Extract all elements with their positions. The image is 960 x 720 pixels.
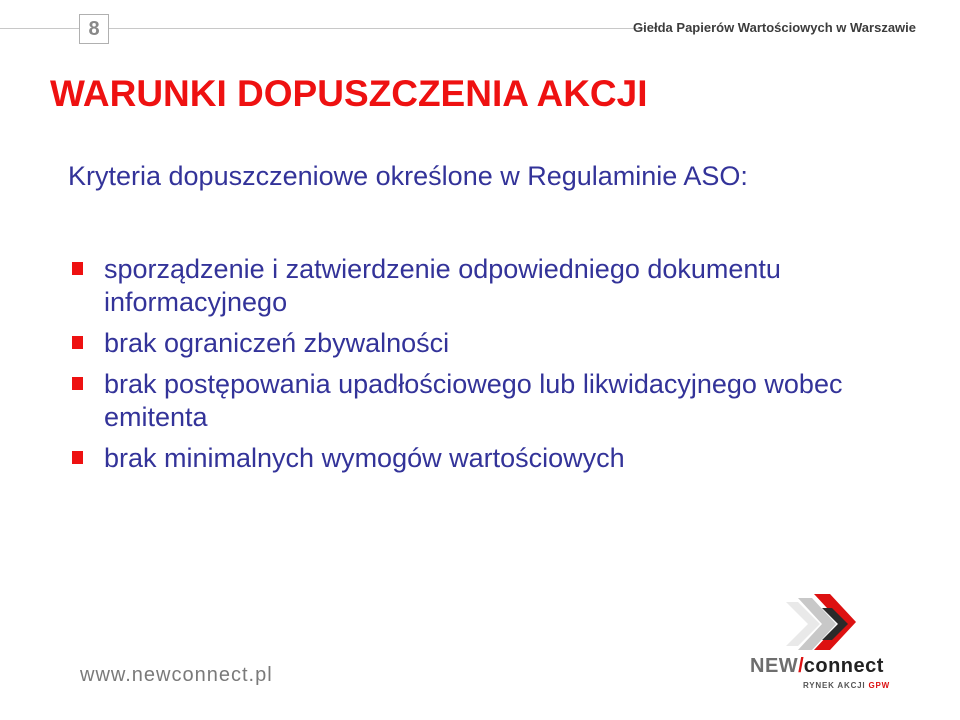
list-item xyxy=(68,327,928,360)
square-bullet-icon xyxy=(72,262,83,275)
square-bullet-icon xyxy=(72,377,83,390)
square-bullet-icon xyxy=(72,451,83,464)
organization-name: Giełda Papierów Wartościowych w Warszawie xyxy=(633,20,916,35)
list-item-text: sporządzenie i zatwierdzenie odpowiedniego dokumentu informacyjnego xyxy=(104,254,781,317)
logo-subtitle-brand: GPW xyxy=(868,681,890,690)
list-item-text: brak ograniczeń zbywalności xyxy=(104,328,450,358)
logo-slash-text: / xyxy=(798,655,804,677)
logo-subtitle xyxy=(803,681,890,690)
list-item-text: brak postępowania upadłościowego lub likwidacyjnego wobec emitenta xyxy=(104,369,843,432)
square-bullet-icon xyxy=(72,336,83,349)
page-number xyxy=(79,14,109,44)
intro-text: Kryteria dopuszczeniowe określone w Regulaminie ASO: xyxy=(68,161,748,191)
newconnect-logo-icon xyxy=(778,594,862,656)
page-title: WARUNKI DOPUSZCZENIA AKCJI xyxy=(50,73,648,114)
newconnect-logo xyxy=(750,655,900,678)
logo-subtitle-text: RYNEK AKCJI xyxy=(803,681,866,690)
logo-new-text: NEW xyxy=(750,655,799,677)
website-url: www.newconnect.pl xyxy=(80,664,273,686)
list-item xyxy=(68,368,928,434)
list-item-text: brak minimalnych wymogów wartościowych xyxy=(104,443,625,473)
list-item xyxy=(68,442,928,475)
logo-connect-text: connect xyxy=(803,655,884,677)
criteria-list xyxy=(68,253,928,483)
list-item xyxy=(68,253,928,319)
page-number-label: 8 xyxy=(88,17,100,40)
